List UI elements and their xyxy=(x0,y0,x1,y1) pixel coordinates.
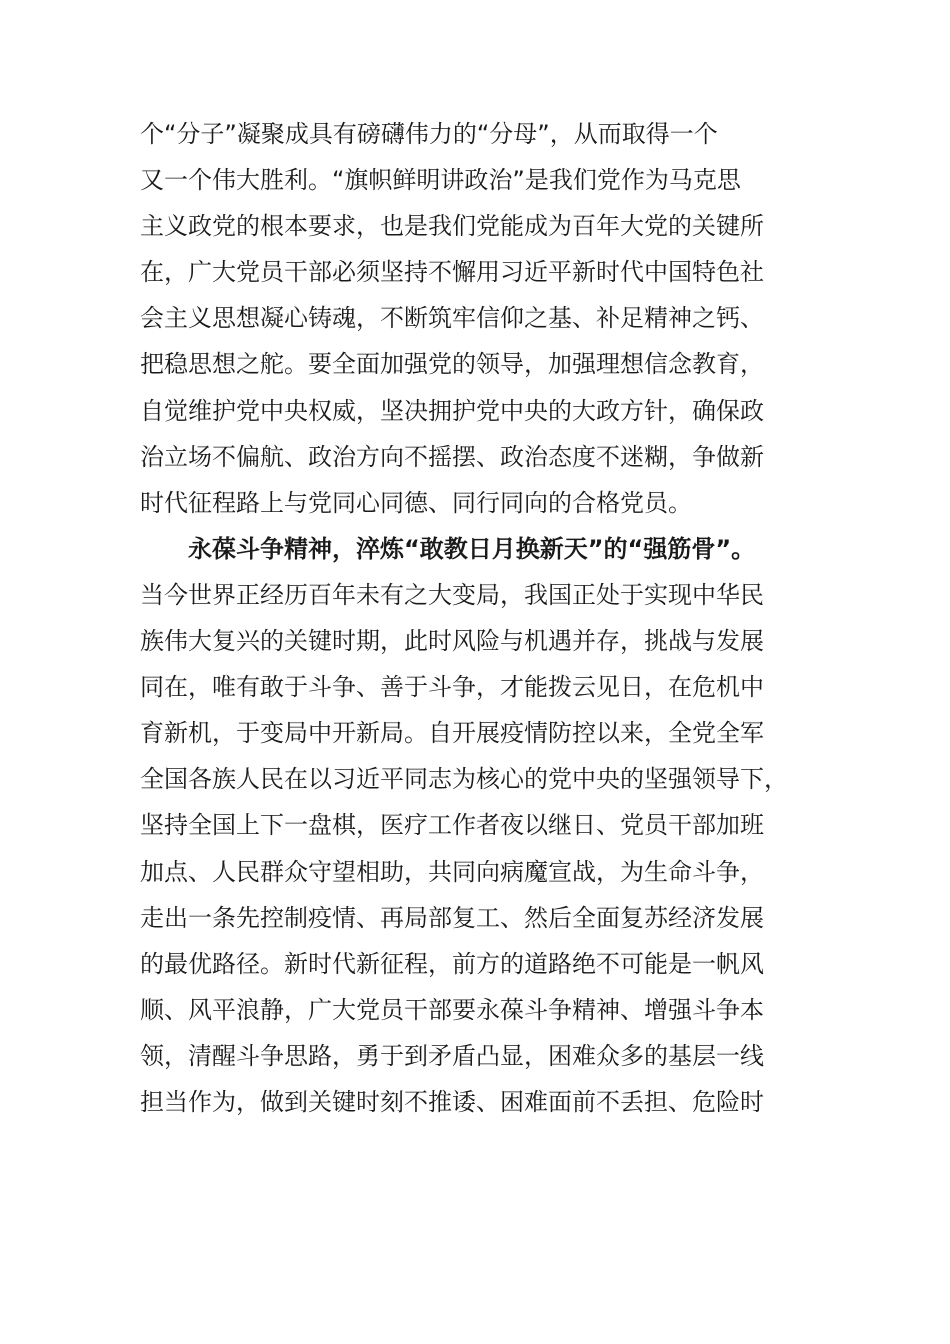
text-line: 的最优路径。新时代新征程，前方的道路绝不可能是一帆风 xyxy=(140,949,764,978)
text-line: 顺、风平浪静，广大党员干部要永葆斗争精神、增强斗争本 xyxy=(140,995,764,1024)
section-heading: 永葆斗争精神，淬炼“敢教日月换新天”的“强筋骨”。 xyxy=(188,534,756,563)
text-line: 坚持全国上下一盘棋，医疗工作者夜以继日、党员干部加班 xyxy=(140,811,764,840)
text-line: 当今世界正经历百年未有之大变局，我国正处于实现中华民 xyxy=(140,580,764,609)
paragraph-1 xyxy=(140,111,830,526)
text-line: 主义政党的根本要求，也是我们党能成为百年大党的关键所 xyxy=(140,212,764,241)
text-line: 族伟大复兴的关键时期，此时风险与机遇并存，挑战与发展 xyxy=(140,627,764,656)
text-line: 又一个伟大胜利。“旗帜鲜明讲政治”是我们党作为马克思 xyxy=(140,166,741,195)
text-line: 把稳思想之舵。要全面加强党的领导，加强理想信念教育， xyxy=(140,350,764,379)
document-body xyxy=(140,111,830,1125)
text-line: 自觉维护党中央权威，坚决拥护党中央的大政方针，确保政 xyxy=(140,396,764,425)
text-line: 在，广大党员干部必须坚持不懈用习近平新时代中国特色社 xyxy=(140,258,764,287)
text-line: 走出一条先控制疫情、再局部复工、然后全面复苏经济发展 xyxy=(140,903,764,932)
text-line: 全国各族人民在以习近平同志为核心的党中央的坚强领导下， xyxy=(140,765,788,794)
text-line: 加点、人民群众守望相助，共同向病魔宣战，为生命斗争， xyxy=(140,857,764,886)
text-line: 担当作为，做到关键时刻不推诿、困难面前不丢担、危险时 xyxy=(140,1087,764,1116)
text-line: 治立场不偏航、政治方向不摇摆、政治态度不迷糊，争做新 xyxy=(140,442,764,471)
text-line: 时代征程路上与党同心同德、同行同向的合格党员。 xyxy=(140,488,692,517)
text-line: 同在，唯有敢于斗争、善于斗争，才能拨云见日，在危机中 xyxy=(140,673,764,702)
paragraph-2 xyxy=(140,526,830,1125)
text-line: 领，清醒斗争思路，勇于到矛盾凸显，困难众多的基层一线 xyxy=(140,1041,764,1070)
text-line: 育新机，于变局中开新局。自开展疫情防控以来，全党全军 xyxy=(140,719,764,748)
text-line: 会主义思想凝心铸魂，不断筑牢信仰之基、补足精神之钙、 xyxy=(140,304,764,333)
text-line: 个“分子”凝聚成具有磅礴伟力的“分母”，从而取得一个 xyxy=(140,120,718,148)
